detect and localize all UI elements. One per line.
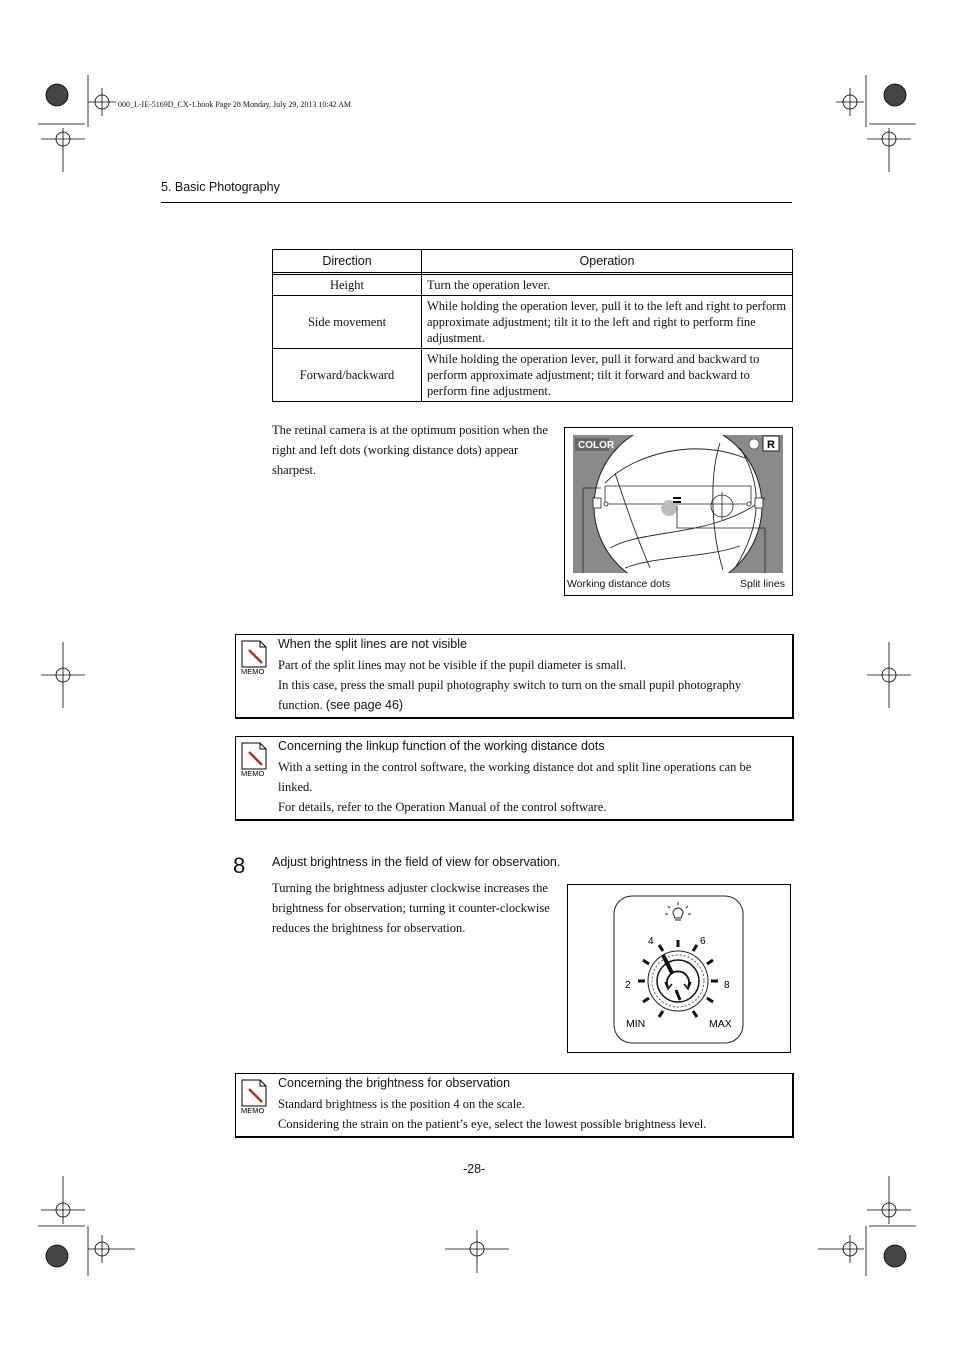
- caption-working-distance-dots: Working distance dots: [567, 578, 671, 590]
- step-description: Turning the brightness adjuster clockwise increases the brightness for observation; turning it counter-clockwise reduces the brightness for observation.: [272, 881, 550, 935]
- memo-line: With a setting in the control software, the working distance dot and split line operations can be: [278, 760, 752, 774]
- dial-label-2: 2: [625, 980, 631, 991]
- dial-max-label: MAX: [709, 1018, 732, 1030]
- brightness-dial-figure: [567, 884, 791, 1053]
- memo-body: [278, 1094, 782, 1134]
- page-number: -28-: [463, 1162, 486, 1176]
- observation-screen-illustration: [565, 428, 792, 595]
- table-header-direction: Direction: [273, 250, 422, 273]
- header-rule: [161, 202, 792, 203]
- memo-line: Part of the split lines may not be visible if the pupil diameter is small.: [278, 658, 627, 672]
- memo-icon: [240, 741, 270, 777]
- table-cell-operation: While holding the operation lever, pull it forward and backward to perform approximate adjustment; tilt it forward and backward to perform fine adjustment.: [422, 349, 793, 402]
- memo-body: [278, 655, 782, 715]
- memo-line: Standard brightness is the position 4 on the scale.: [278, 1097, 525, 1111]
- memo-body: [278, 757, 782, 817]
- caption-split-lines: Split lines: [740, 578, 785, 590]
- section-header: 5. Basic Photography: [161, 180, 280, 194]
- dial-label-8: 8: [724, 980, 730, 991]
- memo-title: When the split lines are not visible: [278, 637, 467, 651]
- memo-icon-label: MEMO: [241, 769, 265, 777]
- retinal-position-text: The retinal camera is at the optimum position when the right and left dots (working distance dots) appear sharpest.: [272, 423, 548, 477]
- memo-line: In this case, press the small pupil photography switch to turn on the small pupil photography: [278, 678, 742, 692]
- memo-linkup-function: [235, 736, 794, 821]
- table-header-operation: Operation: [422, 250, 793, 273]
- table-cell-direction: Side movement: [273, 296, 422, 349]
- memo-page-reference: (see page 46): [325, 698, 404, 712]
- memo-line: For details, refer to the Operation Manual of the control software.: [278, 800, 607, 814]
- table-row: [273, 349, 793, 402]
- table-row: [273, 296, 793, 349]
- brightness-dial-illustration: [568, 885, 790, 1052]
- table-header-row: [273, 250, 793, 273]
- mode-label: COLOR: [578, 440, 615, 451]
- memo-icon-label: MEMO: [241, 667, 265, 675]
- dial-label-4: 4: [648, 936, 654, 947]
- memo-line: Considering the strain on the patient’s eye, select the lowest possible brightness level.: [278, 1117, 707, 1131]
- table-cell-direction: Forward/backward: [273, 349, 422, 402]
- memo-icon: [240, 1078, 270, 1114]
- memo-brightness: [235, 1073, 794, 1138]
- eye-label: R: [767, 439, 775, 451]
- table-row: [273, 275, 793, 296]
- observation-screen-figure: [564, 427, 793, 596]
- memo-icon: [240, 639, 270, 675]
- operation-table: [272, 249, 793, 402]
- table-cell-operation: Turn the operation lever.: [422, 275, 793, 296]
- dial-min-label: MIN: [626, 1018, 646, 1030]
- print-header: 000_L-IE-5169D_CX-1.book Page 28 Monday, July 29, 2013 10:42 AM: [118, 100, 352, 109]
- step-number: 8: [233, 853, 246, 878]
- memo-title: Concerning the linkup function of the working distance dots: [278, 739, 605, 753]
- memo-icon-label: MEMO: [241, 1106, 265, 1114]
- memo-title: Concerning the brightness for observation: [278, 1076, 511, 1090]
- step-title: Adjust brightness in the field of view for observation.: [272, 855, 561, 869]
- memo-split-lines: [235, 634, 794, 719]
- table-cell-direction: Height: [273, 275, 422, 296]
- memo-line: linked.: [278, 780, 313, 794]
- dial-label-6: 6: [700, 936, 706, 947]
- table-cell-operation: While holding the operation lever, pull it to the left and right to perform approximate adjustment; tilt it to the left and right to perform fine adjustment.: [422, 296, 793, 349]
- memo-line: function.: [278, 698, 323, 712]
